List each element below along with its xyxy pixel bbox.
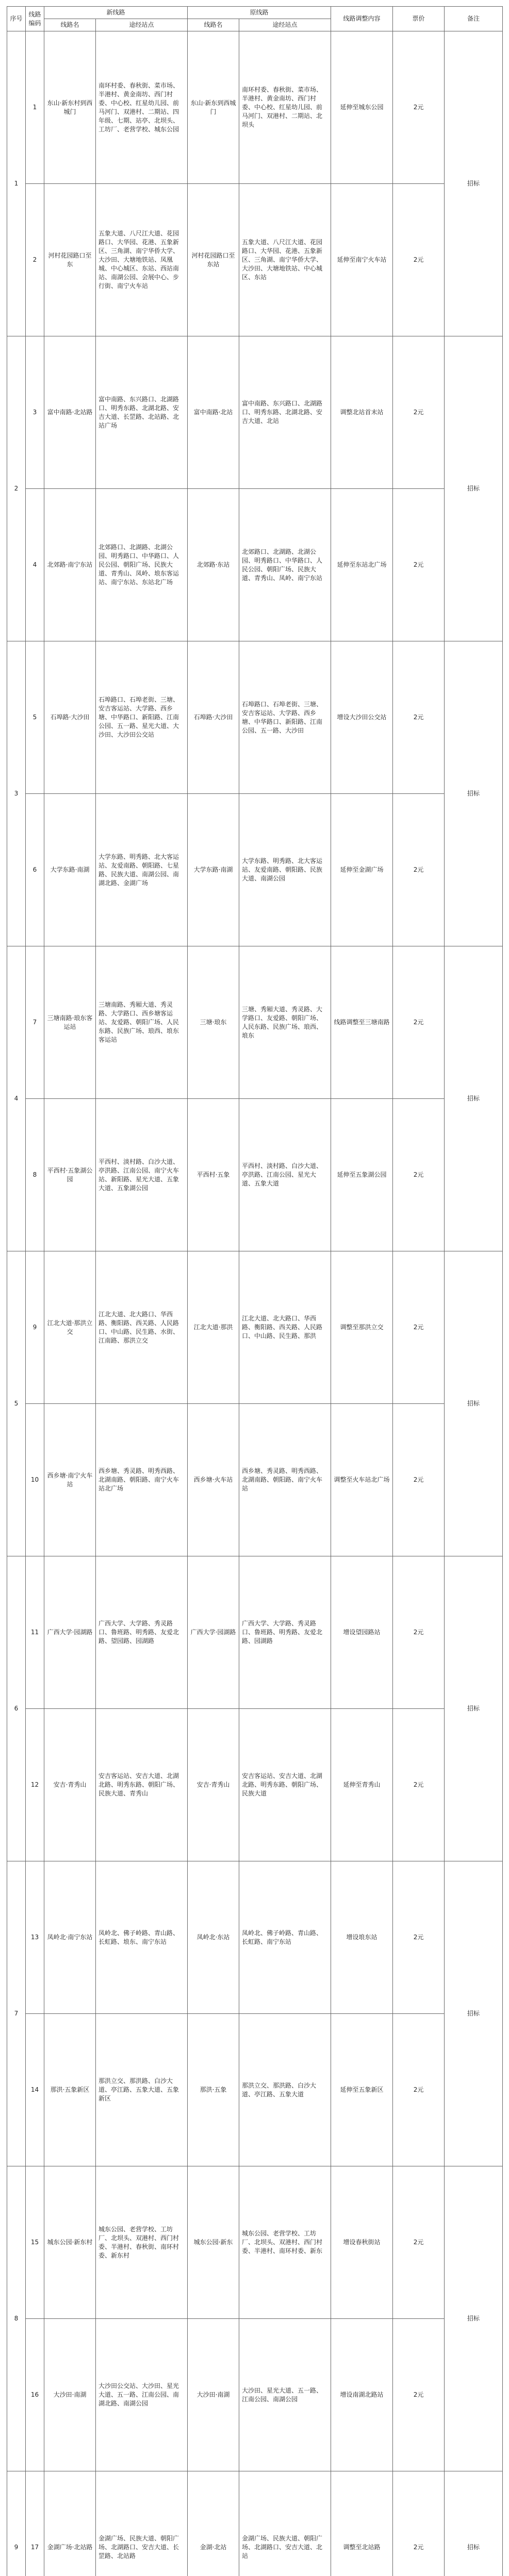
header-old-stops: 途经站点: [239, 19, 331, 31]
header-fare: 票价: [393, 7, 445, 31]
route-no-cell: 7: [26, 946, 44, 1099]
header-old-name: 线路名: [188, 19, 239, 31]
old-stops-cell: 石埠路口、石埠老街、三塘、安吉客运站、大学路、西乡塘、中华路口、新阳路、江南公园、五一路、大沙田: [239, 641, 331, 794]
change-cell: 增设望园路站: [331, 1556, 393, 1709]
old-name-cell: 平西村·五象: [188, 1099, 239, 1251]
route-no-cell: 1: [26, 31, 44, 184]
new-name-cell: 广西大学·园湖路: [44, 1556, 96, 1709]
new-name-cell: 大沙田·南湖: [44, 2319, 96, 2471]
old-stops-cell: 安吉客运站、安吉大道、北湖北路、明秀东路、朝阳广场、民族大道: [239, 1709, 331, 1861]
new-stops-cell: 三塘南路、秀厢大道、秀灵路、大学路口、西乡塘客运站、友爱路、朝阳广场、人民东路、民族广场、琅西、埌东客运站: [96, 946, 188, 1099]
route-no-cell: 3: [26, 336, 44, 489]
table-row: [7, 1099, 503, 1251]
table-row: [7, 184, 503, 336]
new-name-cell: 东山·新东村到西城门: [44, 31, 96, 184]
header-route-no: 线路编码: [26, 7, 44, 31]
old-name-cell: 三塘·琅东: [188, 946, 239, 1099]
change-cell: 增设春秋街站: [331, 2166, 393, 2319]
route-no-cell: 16: [26, 2319, 44, 2471]
header-change: 线路调整内容: [331, 7, 393, 31]
change-cell: 延伸至南宁火车站: [331, 184, 393, 336]
route-no-cell: 12: [26, 1709, 44, 1861]
fare-cell: 2元: [393, 336, 445, 489]
old-stops-cell: 江北大道、北大路口、华西路、衡阳路、西关路、人民路口、中山路、民生路、那洪: [239, 1251, 331, 1404]
route-no-cell: 14: [26, 2014, 44, 2166]
new-stops-cell: 安吉客运站、安吉大道、北湖北路、明秀东路、朝阳广场、民族大道、青秀山: [96, 1709, 188, 1861]
change-cell: 延伸至青秀山: [331, 1709, 393, 1861]
change-cell: 延伸至东站北广场: [331, 489, 393, 641]
table-header: [7, 7, 503, 31]
old-stops-cell: 五象大道、八尺江大道、花园路口、大华园、花港、五象新区、三角湖、南宁华侨大学、大沙田、大塘地铁站、中心城区、东站: [239, 184, 331, 336]
old-name-cell: 大沙田·南湖: [188, 2319, 239, 2471]
table-row: [7, 794, 503, 946]
change-cell: 增设南湖北路站: [331, 2319, 393, 2471]
table-row: [7, 2014, 503, 2166]
change-cell: 延伸至金湖广场: [331, 794, 393, 946]
change-cell: 延伸至城东公园: [331, 31, 393, 184]
note-cell: 招标: [445, 1556, 503, 1861]
note-cell: 招标: [445, 336, 503, 641]
header-old-route: 原线路: [188, 7, 331, 19]
new-name-cell: 那洪·五象新区: [44, 2014, 96, 2166]
old-stops-cell: 金湖广场、民族大道、朝阳广场、北湖路口、安吉大道、北站: [239, 2471, 331, 2576]
old-name-cell: 那洪·五象: [188, 2014, 239, 2166]
change-cell: 调整至那洪立交: [331, 1251, 393, 1404]
seq-cell: 4: [7, 946, 26, 1251]
seq-cell: 8: [7, 2166, 26, 2471]
header-new-name: 线路名: [44, 19, 96, 31]
route-no-cell: 2: [26, 184, 44, 336]
header-new-route: 新线路: [44, 7, 188, 19]
old-stops-cell: 凤岭北、佛子岭路、青山路、长虹路、南宁东站: [239, 1861, 331, 2014]
change-cell: 调整至火车站北广场: [331, 1404, 393, 1556]
fare-cell: 2元: [393, 1556, 445, 1709]
table-row: [7, 2319, 503, 2471]
route-no-cell: 15: [26, 2166, 44, 2319]
change-cell: 增设埌东站: [331, 1861, 393, 2014]
new-stops-cell: 南环村委、春秋街、菜市场、半港村、黄金南坊、西门村委、中心校、红星幼儿园、前马河门、双港村、二期站、四年级、七期、站亭、北坝头、工坊厂、老营学校、城东公园: [96, 31, 188, 184]
seq-cell: 6: [7, 1556, 26, 1861]
new-name-cell: 石埠路·大沙田: [44, 641, 96, 794]
new-stops-cell: 城东公园、老营学校、工坊厂、北坝头、双港村、西门村委、半港村、春秋街、南环村委、新东村: [96, 2166, 188, 2319]
route-no-cell: 4: [26, 489, 44, 641]
route-no-cell: 13: [26, 1861, 44, 2014]
fare-cell: 2元: [393, 2166, 445, 2319]
change-cell: 增设大沙田公交站: [331, 641, 393, 794]
route-no-cell: 5: [26, 641, 44, 794]
seq-cell: 1: [7, 31, 26, 336]
new-name-cell: 城东公园·新东村: [44, 2166, 96, 2319]
route-no-cell: 11: [26, 1556, 44, 1709]
table-row: [7, 1556, 503, 1709]
old-name-cell: 西乡塘·火车站: [188, 1404, 239, 1556]
note-cell: 招标: [445, 641, 503, 946]
new-stops-cell: 那洪立交、那洪路、白沙大道、亭江路、五象大道、五象新区: [96, 2014, 188, 2166]
new-stops-cell: 平西村、淡村路、白沙大道、亭洪路、江南公园、南宁火车站、新阳路、星光大道、五象大道、五象湖公园: [96, 1099, 188, 1251]
table-row: [7, 946, 503, 1099]
change-cell: 延伸至五象湖公园: [331, 1099, 393, 1251]
new-stops-cell: 五象大道、八尺江大道、花园路口、大华园、花港、五象新区、三角湖、南宁华侨大学、大沙田、大塘地铁站、凤凰城、中心城区、东站、西站南站、南湖公园、会展中心、步行街、南宁火车站: [96, 184, 188, 336]
old-stops-cell: 北郊路口、北湖路、北湖公园、明秀路口、中华路口、人民公园、朝阳广场、民族大道、青秀山、凤岭、南宁东站: [239, 489, 331, 641]
fare-cell: 2元: [393, 946, 445, 1099]
table-row: [7, 2166, 503, 2319]
old-name-cell: 东山·新东到西城门: [188, 31, 239, 184]
route-no-cell: 9: [26, 1251, 44, 1404]
new-stops-cell: 大学东路、明秀路、北大客运站、友爱南路、朝阳路、七星路、民族大道、南湖公园、南湖北路、金湖广场: [96, 794, 188, 946]
new-name-cell: 三塘南路·琅东客运站: [44, 946, 96, 1099]
old-name-cell: 石埠路·大沙田: [188, 641, 239, 794]
new-name-cell: 安吉·青秀山: [44, 1709, 96, 1861]
fare-cell: 2元: [393, 1251, 445, 1404]
fare-cell: 2元: [393, 641, 445, 794]
header-new-stops: 途经站点: [96, 19, 188, 31]
fare-cell: 2元: [393, 31, 445, 184]
route-no-cell: 10: [26, 1404, 44, 1556]
note-cell: 招标: [445, 1251, 503, 1556]
table-row: [7, 641, 503, 794]
new-name-cell: 西乡塘·南宁火车站: [44, 1404, 96, 1556]
new-stops-cell: 金湖广场、民族大道、朝阳广场、北湖路口、安吉大道、长罡路、北站路: [96, 2471, 188, 2576]
table-row: [7, 31, 503, 184]
old-name-cell: 城东公园·新东: [188, 2166, 239, 2319]
table-row: [7, 2471, 503, 2576]
new-stops-cell: 大沙田公交站、大沙田、星光大道、五一路、江南公园、南湖北路、南湖公园: [96, 2319, 188, 2471]
fare-cell: 2元: [393, 1099, 445, 1251]
old-name-cell: 金湖·北站: [188, 2471, 239, 2576]
old-name-cell: 富中南路·北站: [188, 336, 239, 489]
change-cell: 延伸至五象新区: [331, 2014, 393, 2166]
new-name-cell: 平西村·五象湖公园: [44, 1099, 96, 1251]
table-row: [7, 1404, 503, 1556]
new-stops-cell: 北郊路口、北湖路、北湖公园、明秀路口、中华路口、人民公园、朝阳广场、民族大道、青秀山、凤岭、埌东客运站、南宁东站、东站北广场: [96, 489, 188, 641]
seq-cell: 3: [7, 641, 26, 946]
new-name-cell: 富中南路·北站路: [44, 336, 96, 489]
fare-cell: 2元: [393, 1709, 445, 1861]
new-name-cell: 凤岭北·南宁东站: [44, 1861, 96, 2014]
new-stops-cell: 广西大学、大学路、秀灵路口、鲁班路、明秀路、友爱北路、望园路、园湖路: [96, 1556, 188, 1709]
old-stops-cell: 那洪立交、那洪路、白沙大道、亭江路、五象大道: [239, 2014, 331, 2166]
fare-cell: 2元: [393, 2471, 445, 2576]
old-stops-cell: 平西村、淡村路、白沙大道、亭洪路、江南公园、星光大道、五象大道: [239, 1099, 331, 1251]
old-name-cell: 江北大道·那洪: [188, 1251, 239, 1404]
old-name-cell: 河村花园路口至东站: [188, 184, 239, 336]
fare-cell: 2元: [393, 489, 445, 641]
change-cell: 线路调整至三塘南路: [331, 946, 393, 1099]
change-cell: 调整至北站路: [331, 2471, 393, 2576]
old-stops-cell: 广西大学、大学路、秀灵路口、鲁班路、明秀路、友爱北路、园湖路: [239, 1556, 331, 1709]
table-body: [7, 31, 503, 2576]
old-stops-cell: 南环村委、春秋街、菜市场、半港村、黄金南坊、西门村委、中心校、红星幼儿园、前马河门、双港村、二期站、北坝头: [239, 31, 331, 184]
old-stops-cell: 富中南路、东兴路口、北湖路口、明秀东路、北湖北路、安吉大道、北站: [239, 336, 331, 489]
old-stops-cell: 三塘、秀厢大道、秀灵路、大学路口、友爱路、朝阳广场、人民东路、民族广场、琅西、埌东: [239, 946, 331, 1099]
seq-cell: 2: [7, 336, 26, 641]
header-note: 备注: [445, 7, 503, 31]
new-name-cell: 江北大道·那洪立交: [44, 1251, 96, 1404]
new-stops-cell: 江北大道、北大路口、华西路、衡阳路、西关路、人民路口、中山路、民生路、水街、江南路、那洪立交: [96, 1251, 188, 1404]
new-stops-cell: 石埠路口、石埠老街、三塘、安吉客运站、大学路、西乡塘、中华路口、新阳路、江南公园、五一路、星光大道、大沙田、大沙田公交站: [96, 641, 188, 794]
new-stops-cell: 凤岭北、佛子岭路、青山路、长虹路、埌东、南宁东站: [96, 1861, 188, 2014]
table-row: [7, 1709, 503, 1861]
fare-cell: 2元: [393, 1404, 445, 1556]
fare-cell: 2元: [393, 794, 445, 946]
route-adjustment-table: [7, 6, 503, 2576]
old-name-cell: 广西大学·园湖路: [188, 1556, 239, 1709]
fare-cell: 2元: [393, 2319, 445, 2471]
old-name-cell: 北郊路·东站: [188, 489, 239, 641]
old-stops-cell: 城东公园、老营学校、工坊厂、北坝头、双港村、西门村委、半港村、南环村委、新东: [239, 2166, 331, 2319]
old-stops-cell: 大学东路、明秀路、北大客运站、友爱南路、朝阳路、民族大道、南湖公园: [239, 794, 331, 946]
note-cell: 招标: [445, 2166, 503, 2471]
old-stops-cell: 大沙田、星光大道、五一路、江南公园、南湖公园: [239, 2319, 331, 2471]
new-name-cell: 金湖广场·北站路: [44, 2471, 96, 2576]
table-row: [7, 489, 503, 641]
old-name-cell: 凤岭北·东站: [188, 1861, 239, 2014]
new-name-cell: 大学东路·南湖: [44, 794, 96, 946]
seq-cell: 5: [7, 1251, 26, 1556]
header-seq: 序号: [7, 7, 26, 31]
table-row: [7, 1251, 503, 1404]
fare-cell: 2元: [393, 1861, 445, 2014]
table-row: [7, 1861, 503, 2014]
old-name-cell: 安吉·青秀山: [188, 1709, 239, 1861]
note-cell: 招标: [445, 2471, 503, 2576]
seq-cell: 7: [7, 1861, 26, 2166]
old-name-cell: 大学东路·南湖: [188, 794, 239, 946]
seq-cell: 9: [7, 2471, 26, 2576]
table-row: [7, 336, 503, 489]
new-stops-cell: 西乡塘、秀灵路、明秀西路、北湖南路、朝阳路、南宁火车站北广场: [96, 1404, 188, 1556]
note-cell: 招标: [445, 946, 503, 1251]
old-stops-cell: 西乡塘、秀灵路、明秀西路、北湖南路、朝阳路、南宁火车站: [239, 1404, 331, 1556]
fare-cell: 2元: [393, 2014, 445, 2166]
note-cell: 招标: [445, 31, 503, 336]
note-cell: 招标: [445, 1861, 503, 2166]
change-cell: 调整北站首末站: [331, 336, 393, 489]
route-no-cell: 8: [26, 1099, 44, 1251]
new-name-cell: 北郊路·南宁东站: [44, 489, 96, 641]
new-stops-cell: 富中南路、东兴路口、北湖路口、明秀东路、北湖北路、安吉大道、长罡路、北站路、北站广场: [96, 336, 188, 489]
route-no-cell: 17: [26, 2471, 44, 2576]
route-no-cell: 6: [26, 794, 44, 946]
fare-cell: 2元: [393, 184, 445, 336]
new-name-cell: 河村花园路口至东: [44, 184, 96, 336]
